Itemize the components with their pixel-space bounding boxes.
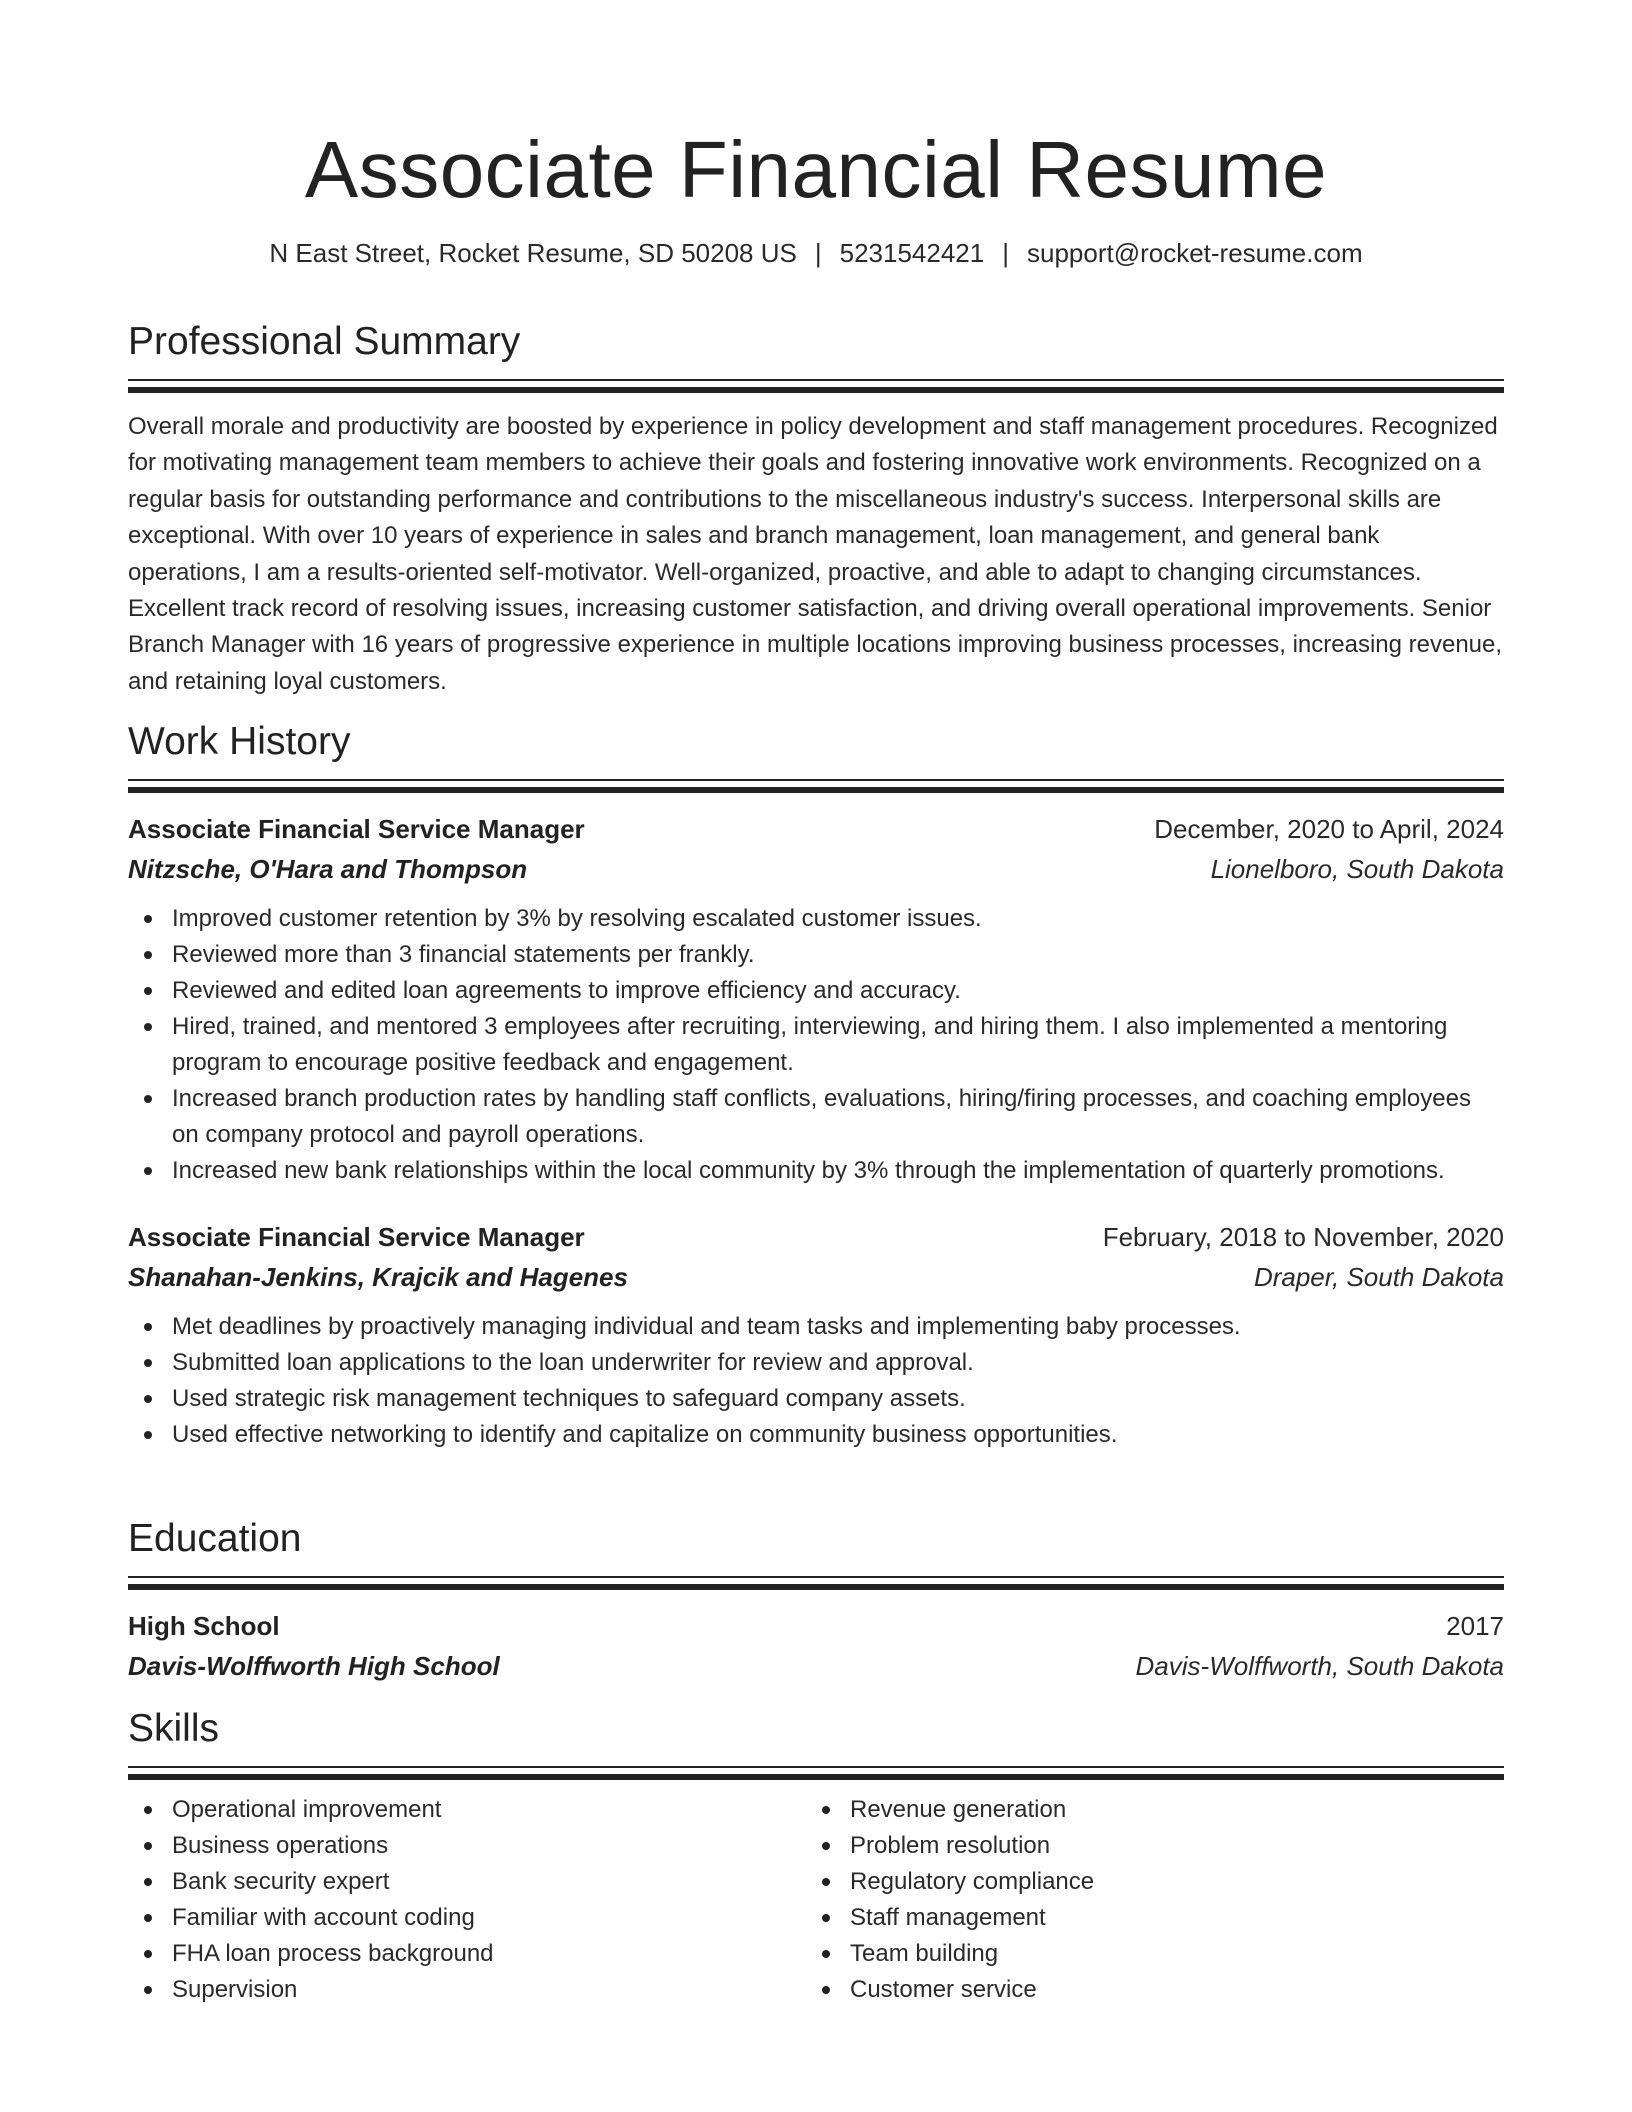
contact-phone: 5231542421 — [839, 238, 985, 268]
section-heading-education: Education — [128, 1517, 302, 1560]
section-heading-work-history: Work History — [128, 720, 351, 763]
summary-text: Overall morale and productivity are boosted by experience in policy development and staff management procedures. Recognized for motivating management team members to achieve their goals and fostering innovative work environments. Recognized on a regular basis for outstanding performance and contributions to the miscellaneous industry's success. Interpersonal skills are exceptional. With over 10 years of experience in sales and branch management, loan management, and general bank operations, I am a results-oriented self-motivator. Well-organized, proactive, and able to adapt to changing circumstances. Excellent track record of resolving issues, increasing customer satisfaction, and driving overall operational improvements. Senior Branch Manager with 16 years of progressive experience in multiple locations improving business processes, increasing revenue, and retaining loyal customers. — [128, 413, 1503, 695]
summary-section — [128, 317, 1504, 700]
skill-item: Staff management — [806, 1900, 1484, 1936]
skill-item: Problem resolution — [806, 1828, 1484, 1864]
resume-page — [128, 0, 1504, 2003]
job-title: Associate Financial Service Manager — [128, 814, 585, 844]
education-school-row — [128, 1646, 1504, 1686]
skill-item: Supervision — [128, 1972, 806, 2008]
education-section — [128, 1514, 1504, 1686]
job-header-row — [128, 1217, 1504, 1257]
job-company: Nitzsche, O'Hara and Thompson — [128, 854, 528, 884]
job-dates: December, 2020 to April, 2024 — [1154, 814, 1504, 844]
contact-line — [128, 236, 1504, 270]
skills-column-right — [806, 1792, 1484, 2008]
skill-item: Bank security expert — [128, 1864, 806, 1900]
job-bullet: Improved customer retention by 3% by resolving escalated customer issues. — [128, 901, 1504, 937]
education-year: 2017 — [1446, 1611, 1504, 1641]
job-entry — [128, 809, 1504, 1189]
education-location: Davis-Wolffworth, South Dakota — [1135, 1651, 1504, 1681]
job-bullet: Reviewed and edited loan agreements to improve efficiency and accuracy. — [128, 973, 1504, 1009]
skill-item: Operational improvement — [128, 1792, 806, 1828]
education-degree: High School — [128, 1611, 280, 1641]
job-bullet-list — [128, 901, 1504, 1189]
resume-title: Associate Financial Resume — [304, 125, 1328, 214]
section-heading-summary: Professional Summary — [128, 320, 521, 363]
section-heading-skills: Skills — [128, 1707, 220, 1750]
job-dates: February, 2018 to November, 2020 — [1102, 1222, 1504, 1252]
job-title: Associate Financial Service Manager — [128, 1222, 585, 1252]
job-bullet: Used strategic risk management techniques to safeguard company assets. — [128, 1381, 1504, 1417]
skill-item: Business operations — [128, 1828, 806, 1864]
skills-list — [806, 1792, 1484, 2008]
job-bullet: Met deadlines by proactively managing individual and team tasks and implementing baby processes. — [128, 1309, 1504, 1345]
skills-columns — [128, 1792, 1504, 2008]
job-location: Draper, South Dakota — [1253, 1262, 1504, 1292]
job-bullet: Increased branch production rates by handling staff conflicts, evaluations, hiring/firing processes, and coaching employees on company protocol and payroll operations. — [128, 1081, 1504, 1153]
contact-email[interactable]: support@rocket-resume.com — [1026, 238, 1363, 268]
skill-item: Revenue generation — [806, 1792, 1484, 1828]
work-history-section — [128, 717, 1504, 1453]
skill-item: Team building — [806, 1936, 1484, 1972]
skill-item: FHA loan process background — [128, 1936, 806, 1972]
job-bullet: Submitted loan applications to the loan underwriter for review and approval. — [128, 1345, 1504, 1381]
contact-address: N East Street, Rocket Resume, SD 50208 US — [269, 238, 797, 268]
job-location: Lionelboro, South Dakota — [1210, 854, 1504, 884]
skills-list — [128, 1792, 806, 2008]
job-company: Shanahan-Jenkins, Krajcik and Hagenes — [128, 1262, 628, 1292]
skill-item: Customer service — [806, 1972, 1484, 2008]
skill-item: Familiar with account coding — [128, 1900, 806, 1936]
skills-section — [128, 1704, 1504, 2008]
education-entry — [128, 1606, 1504, 1686]
job-bullet-list — [128, 1309, 1504, 1453]
section-divider — [128, 779, 1504, 791]
job-company-row — [128, 849, 1504, 889]
job-bullet: Reviewed more than 3 financial statements per frankly. — [128, 937, 1504, 973]
contact-separator: | — [814, 238, 822, 268]
job-company-row — [128, 1257, 1504, 1297]
job-entry — [128, 1217, 1504, 1453]
job-bullet: Used effective networking to identify and capitalize on community business opportunities. — [128, 1417, 1504, 1453]
education-school: Davis-Wolffworth High School — [128, 1651, 500, 1681]
job-bullet: Hired, trained, and mentored 3 employees after recruiting, interviewing, and hiring them. I also implemented a mentoring program to encourage positive feedback and engagement. — [128, 1009, 1504, 1081]
section-divider — [128, 1576, 1504, 1588]
skills-column-left — [128, 1792, 806, 2008]
job-header-row — [128, 809, 1504, 849]
education-header-row — [128, 1606, 1504, 1646]
section-divider — [128, 1766, 1504, 1778]
skill-item: Regulatory compliance — [806, 1864, 1484, 1900]
section-divider — [128, 379, 1504, 391]
job-bullet: Increased new bank relationships within the local community by 3% through the implementation of quarterly promotions. — [128, 1153, 1504, 1189]
contact-separator: | — [1002, 238, 1009, 268]
